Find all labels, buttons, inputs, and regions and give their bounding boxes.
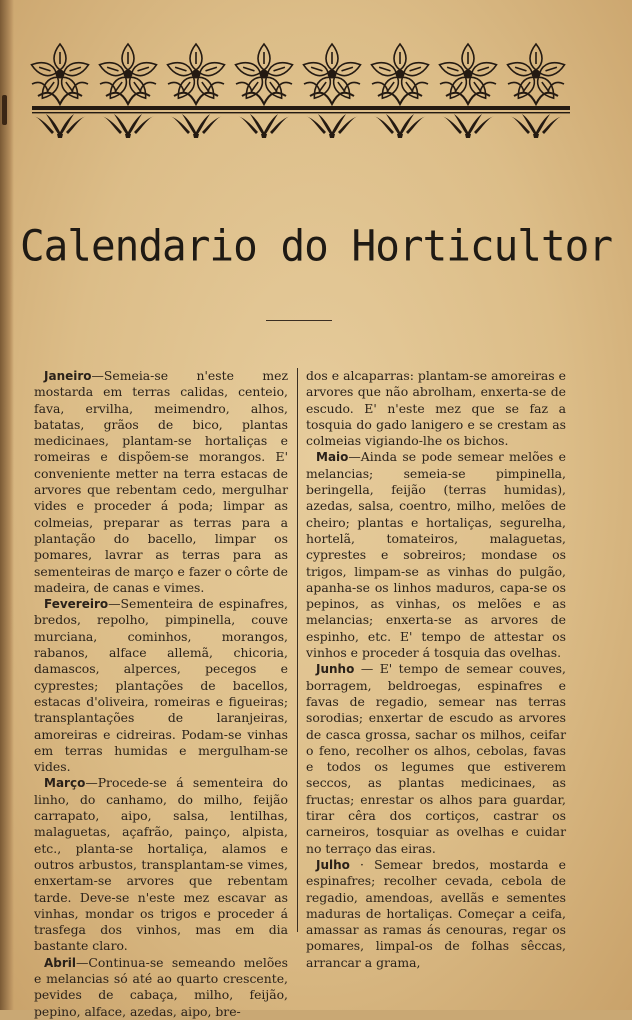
month-text: Semear bredos, mostarda e espinafres; recolher cevada, cebola de regadio, amendoas, avellãs e sementes maduras de hortaliças. Começar a ceifa, amassar as ramas ás cenouras, regar os pomares, limpal-os de folhas sêccas, arrancar a grama, — [306, 856, 566, 970]
month-entry-junho — [306, 661, 566, 857]
month-text: Continua-se semeando melões e melancias só até ao quarto crescente, pevides de cabaça, milho, feijão, pepino, alface, azedas, aipo, bre- — [34, 954, 288, 1019]
binding-mark — [2, 95, 7, 125]
month-label: Junho — [316, 662, 355, 677]
right-column — [306, 368, 566, 971]
month-lead: — — [91, 368, 104, 383]
month-entry-janeiro — [34, 368, 288, 596]
month-lead: · — [349, 856, 375, 872]
month-label: Julho — [316, 857, 350, 872]
month-text: E' tempo de semear couves, borragem, beldroegas, espinafres e favas de regadio, semear nas terras sorodias; enxertar de escudo as arvores de casca grossa, sachar os milhos, ceifar o feno, recolher os alhos, cebolas, favas e todos os legumes que estiverem seccos, as plantas medicinaes, as fructas; enrestar os alhos para guardar, tirar cêra dos cortiços, castrar os carneiros, tosquiar as ovelhas e cuidar no terraço das eiras. — [306, 661, 566, 856]
month-text: Ainda se pode semear melões e melancias; semeia-se pimpinella, beringella, feijão (terras humidas), azedas, salsa, coentro, milho, melões de cheiro; plantas e hortaliças, segurelha, hortelã, tomateiros, malaguetas, cyprestes e sobreiros; mondase os trigos, limpam-se as vinhas do pulgão, apanha-se os linhos maduros, capa-se os pepinos, as vinhas, os melões e as melancias; enxerta-se as arvores de espinho, etc. E' tempo de attestar os vinhos e proceder á tosquia das ovelhas. — [306, 449, 566, 661]
book-binding-edge — [0, 0, 14, 1010]
month-lead: — — [348, 449, 361, 465]
month-text: Sementeira de espinafres, bredos, repolho, pimpinella, couve murciana, cominhos, morangos, rabanos, alface allemã, chicoria, damascos, alperces, pecegos e cyprestes; plantações de bacellos, estacas d'oliveira, romeiras e figueiras; transplantações de laranjeiras, amoreiras e cidreiras. Podam-se vinhas em terras humidas e mergulham-se vides. — [34, 596, 288, 775]
month-label: Março — [44, 776, 86, 791]
month-text: dos e alcaparras: plantam-se amoreiras e arvores que não abrolham, enxerta-se de escudo. E' n'este mez que se faz a tosquia do gado lanigero e se crestam as colmeias vigiando-lhe os bichos. — [306, 368, 566, 449]
month-entry-julho — [306, 857, 566, 971]
month-label: Janeiro — [44, 369, 92, 383]
floral-ornament-header — [30, 38, 572, 138]
left-column — [34, 368, 288, 1020]
month-lead: — — [76, 954, 89, 970]
month-label: Maio — [316, 450, 349, 465]
month-label: Abril — [44, 955, 77, 970]
month-lead: — — [108, 596, 121, 612]
page-title: Calendario do Horticultor — [19, 220, 613, 272]
month-lead: — — [354, 661, 380, 677]
column-divider — [297, 368, 298, 932]
month-entry-fevereiro — [34, 596, 288, 775]
month-entry-maio — [306, 449, 566, 661]
month-entry-marco — [34, 775, 288, 954]
month-entry-abril — [34, 955, 288, 1020]
month-label: Fevereiro — [44, 597, 109, 612]
title-rule — [266, 320, 332, 321]
month-text: Semeia-se n'este mez mostarda em terras calidas, centeio, fava, ervilha, meimendro, alhos, batatas, grãos de bico, plantas medicinaes, plantam-se hortaliças e romeiras e dispõem-se morangos. E' conveniente metter na terra estacas de arvores que rebentam cedo, mergulhar vides e proceder á poda; limpar as colmeias, preparar as terras para a plantação do bacello, limpar os pomares, lavrar as terras para as sementeiras de março e fazer o côrte de madeira, de canas e vimes. — [34, 368, 288, 595]
month-text: Procede-se á sementeira do linho, do canhamo, do milho, feijão carrapato, aipo, salsa, lentilhas, malaguetas, açafrão, painço, alpista, etc., planta-se hortaliça, alamos e outros arbustos, transplantam-se vimes, enxertam-se arvores que rebentam tarde. Deve-se n'este mez escavar as vinhas, mondar os trigos e proceder á trasfega dos vinhos, mas em dia bastante claro. — [34, 775, 288, 954]
month-entry-continuation — [306, 368, 566, 449]
month-lead: — — [85, 775, 98, 791]
